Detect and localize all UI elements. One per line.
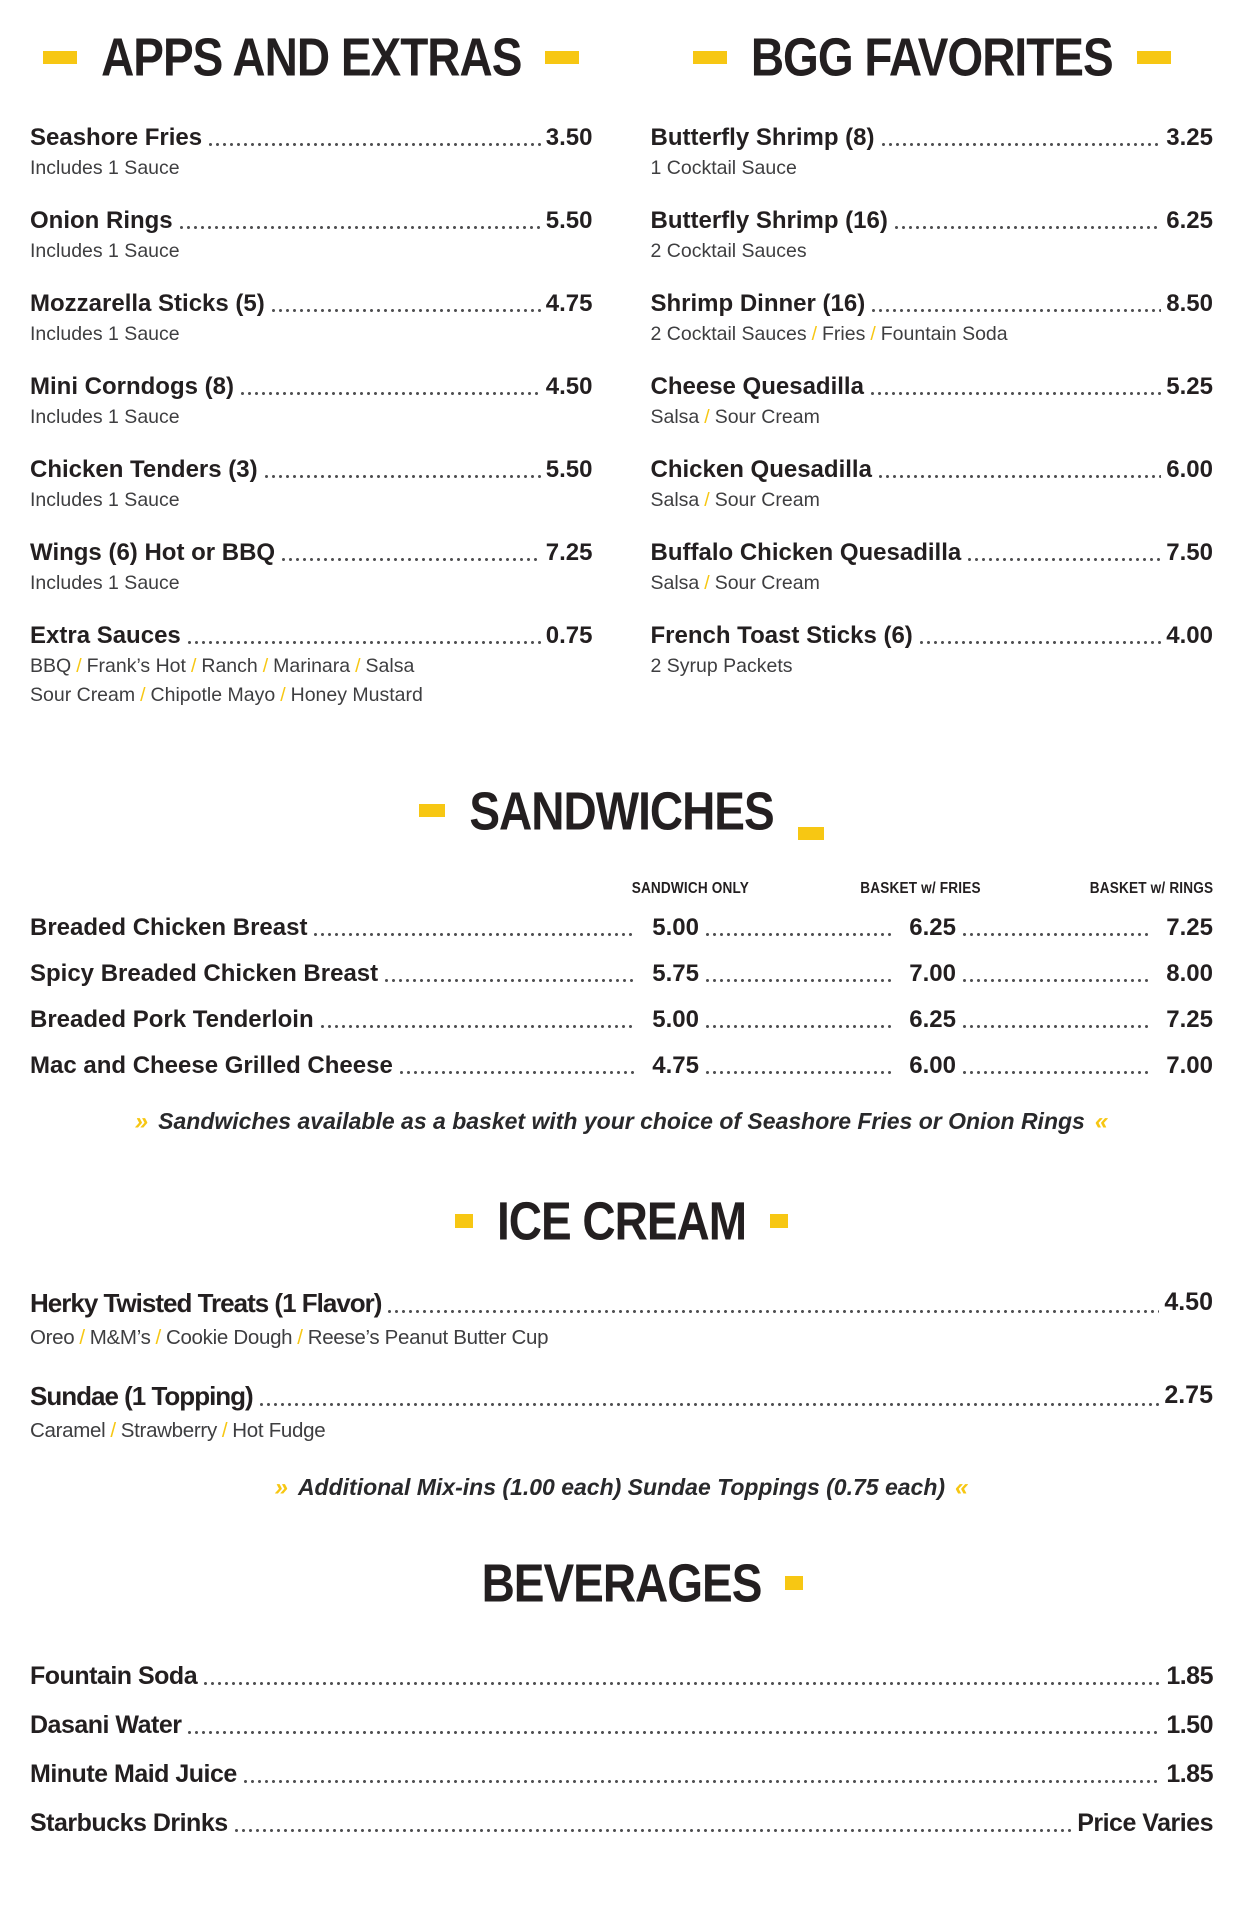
dotted-leader — [178, 226, 541, 229]
item-price: 4.50 — [1164, 1287, 1213, 1316]
sandwich-price: 7.00 — [1166, 1051, 1213, 1079]
sandwich-price: 6.00 — [909, 1051, 956, 1079]
ice-cream-note-text: Additional Mix-ins (1.00 each) Sundae Toppings (0.75 each) — [297, 1474, 946, 1501]
dotted-leader — [186, 641, 541, 644]
menu-item — [651, 622, 1214, 679]
description-text: Sour Cream — [30, 683, 136, 706]
item-name: Buffalo Chicken Quesadilla — [650, 538, 962, 566]
left-guillemet-icon: » — [274, 1474, 288, 1502]
sandwich-price: 8.00 — [1166, 959, 1213, 987]
beverage-row — [30, 1809, 1213, 1838]
item-description — [30, 322, 593, 347]
description-text: Salsa — [650, 405, 700, 428]
item-description — [30, 1418, 1213, 1444]
column-header-sandwich-only: SANDWICH ONLY — [631, 879, 749, 897]
description-text: Honey Mustard — [290, 683, 423, 706]
item-name: Wings (6) Hot or BBQ — [30, 538, 276, 566]
slash-separator: / — [870, 322, 876, 345]
item-name: Sundae (1 Topping) — [30, 1380, 253, 1411]
beverage-name: Minute Maid Juice — [30, 1760, 237, 1789]
description-text: Includes 1 Sauce — [30, 322, 180, 345]
dotted-leader — [961, 1071, 1148, 1074]
accent-dash-icon — [693, 51, 727, 64]
description-text: Salsa — [650, 488, 700, 511]
menu-item-row — [30, 373, 593, 401]
top-sections — [30, 26, 1213, 734]
ice-cream-header — [30, 1190, 1213, 1252]
apps-section — [30, 26, 593, 734]
menu-item — [651, 290, 1214, 347]
item-price: 4.50 — [545, 372, 593, 400]
item-name: Seashore Fries — [30, 124, 203, 151]
description-text: Salsa — [365, 654, 415, 677]
dotted-leader — [186, 1731, 1161, 1734]
slash-separator: / — [76, 654, 82, 677]
sandwich-price: 5.75 — [652, 959, 699, 987]
menu-item — [30, 539, 593, 596]
item-price: 3.50 — [545, 124, 593, 151]
sandwich-price: 5.00 — [652, 1005, 699, 1033]
slash-separator: / — [704, 571, 710, 594]
dotted-leader — [258, 1403, 1160, 1406]
dotted-leader — [202, 1682, 1161, 1685]
description-text: Ranch — [201, 654, 258, 677]
menu-item-row — [651, 207, 1214, 235]
sandwich-price: 7.25 — [1166, 913, 1213, 941]
beverage-rows — [30, 1662, 1213, 1838]
sandwich-name: Mac and Cheese Grilled Cheese — [30, 1051, 393, 1079]
description-text: Sour Cream — [714, 488, 820, 511]
item-price: 3.25 — [1166, 124, 1213, 151]
description-text: Salsa — [650, 571, 700, 594]
dotted-leader — [880, 143, 1162, 146]
accent-dash-icon — [798, 827, 824, 840]
dotted-leader — [918, 641, 1161, 644]
dotted-leader — [869, 392, 1161, 395]
dotted-leader — [242, 1780, 1162, 1783]
item-description — [651, 654, 1214, 679]
item-price: 4.00 — [1166, 621, 1213, 649]
menu-item-row — [651, 456, 1214, 484]
description-text: Includes 1 Sauce — [30, 405, 180, 428]
item-description — [651, 156, 1214, 181]
menu-item-row — [651, 539, 1214, 567]
menu-item-row — [651, 124, 1214, 152]
item-name: French Toast Sticks (6) — [650, 621, 913, 649]
beverage-row — [30, 1662, 1213, 1691]
dotted-leader — [704, 1071, 891, 1074]
section-title: SANDWICHES — [469, 780, 774, 841]
column-header-basket-rings: BASKET w/ RINGS — [1089, 879, 1213, 897]
description-text: Includes 1 Sauce — [30, 571, 180, 594]
accent-dash-icon — [770, 1214, 788, 1228]
item-description — [30, 488, 593, 513]
dotted-leader — [263, 475, 541, 478]
item-price: 5.25 — [1166, 372, 1213, 400]
sandwiches-section — [30, 780, 1213, 1136]
menu-item — [30, 290, 593, 347]
sandwich-name: Breaded Chicken Breast — [30, 913, 308, 941]
item-price: 5.50 — [545, 206, 593, 234]
bgg-item-list — [651, 124, 1214, 679]
dotted-leader — [383, 979, 634, 982]
menu-item-row — [30, 1381, 1213, 1412]
menu-item — [651, 124, 1214, 181]
item-name: Butterfly Shrimp (16) — [650, 206, 888, 234]
item-name: Herky Twisted Treats (1 Flavor) — [30, 1287, 382, 1318]
menu-item — [651, 373, 1214, 430]
description-text: Fries — [822, 322, 866, 345]
beverage-name: Starbucks Drinks — [30, 1809, 228, 1838]
slash-separator: / — [297, 1325, 303, 1349]
sandwich-row — [30, 1006, 1213, 1034]
slash-separator: / — [155, 1325, 161, 1349]
dotted-leader — [893, 226, 1161, 229]
slash-separator: / — [280, 683, 286, 706]
beverage-name: Fountain Soda — [30, 1662, 198, 1691]
slash-separator: / — [79, 1325, 85, 1349]
dotted-leader — [207, 143, 541, 146]
description-text: Reese’s Peanut Butter Cup — [307, 1325, 549, 1349]
description-text: Chipotle Mayo — [150, 683, 276, 706]
item-description — [651, 322, 1214, 347]
item-description — [30, 654, 593, 679]
right-guillemet-icon: « — [955, 1474, 969, 1502]
slash-separator: / — [190, 654, 197, 677]
accent-dash-icon — [545, 51, 579, 64]
item-description — [651, 405, 1214, 430]
sandwich-row — [30, 914, 1213, 942]
dotted-leader — [704, 1025, 891, 1028]
sandwich-name: Breaded Pork Tenderloin — [30, 1005, 314, 1033]
accent-dash-icon — [455, 1214, 473, 1228]
description-text: 2 Cocktail Sauces — [650, 322, 807, 345]
menu-item — [30, 1288, 1213, 1351]
menu-item-row — [651, 290, 1214, 318]
sandwich-price: 7.00 — [909, 959, 956, 987]
menu-item-row — [30, 456, 593, 484]
item-name: Extra Sauces — [30, 621, 181, 649]
dotted-leader — [961, 1025, 1148, 1028]
dotted-leader — [966, 558, 1161, 561]
item-name: Cheese Quesadilla — [650, 372, 864, 400]
item-name: Chicken Quesadilla — [650, 455, 872, 483]
menu-item-row — [651, 622, 1214, 650]
dotted-leader — [870, 309, 1161, 312]
dotted-leader — [398, 1071, 634, 1074]
accent-dash-icon — [419, 804, 445, 817]
item-description — [30, 156, 593, 181]
ice-cream-item-list — [30, 1288, 1213, 1444]
item-price: 5.50 — [545, 455, 593, 483]
description-text: Caramel — [30, 1418, 106, 1442]
left-guillemet-icon: » — [134, 1107, 149, 1135]
dotted-leader — [704, 933, 891, 936]
section-title: BEVERAGES — [481, 1552, 762, 1614]
sandwich-note — [30, 1108, 1213, 1136]
menu-item — [30, 1381, 1213, 1444]
accent-dash-icon — [43, 51, 77, 64]
menu-item — [30, 456, 593, 513]
item-description — [30, 683, 593, 708]
menu-item — [30, 124, 593, 181]
item-description — [30, 571, 593, 596]
description-text: Strawberry — [120, 1418, 217, 1442]
sandwich-price: 6.25 — [909, 913, 956, 941]
item-price: 6.25 — [1166, 206, 1213, 234]
right-guillemet-icon: « — [1094, 1107, 1109, 1135]
sandwich-price: 7.25 — [1166, 1005, 1213, 1033]
item-description — [30, 1325, 1213, 1351]
dotted-leader — [877, 475, 1161, 478]
ice-cream-section — [30, 1190, 1213, 1502]
slash-separator: / — [110, 1418, 116, 1442]
apps-item-list — [30, 124, 593, 708]
menu-item — [30, 207, 593, 264]
sandwich-note-text: Sandwiches available as a basket with your choice of Seashore Fries or Onion Rings — [158, 1107, 1085, 1134]
sandwich-price: 5.00 — [652, 913, 699, 941]
ice-cream-note — [30, 1474, 1213, 1502]
item-price: 8.50 — [1166, 289, 1213, 317]
sandwich-price: 4.75 — [652, 1051, 699, 1079]
item-price: 7.25 — [545, 538, 593, 566]
dotted-leader — [961, 933, 1148, 936]
menu-item-row — [30, 124, 593, 152]
item-name: Shrimp Dinner (16) — [650, 289, 866, 317]
menu-item — [30, 622, 593, 708]
description-text: Includes 1 Sauce — [30, 488, 180, 511]
bgg-header — [651, 26, 1214, 88]
description-text: Includes 1 Sauce — [30, 157, 180, 179]
item-name: Onion Rings — [30, 206, 173, 234]
dotted-leader — [280, 558, 541, 561]
beverage-price: 1.85 — [1166, 1760, 1213, 1789]
item-name: Mini Corndogs (8) — [30, 372, 234, 400]
menu-item-row — [30, 1288, 1213, 1319]
description-text: Includes 1 Sauce — [30, 239, 180, 262]
description-text: Sour Cream — [714, 405, 820, 428]
item-price: 0.75 — [545, 621, 593, 649]
dotted-leader — [386, 1310, 1159, 1313]
slash-separator: / — [140, 683, 146, 706]
description-text: Frank’s Hot — [86, 654, 186, 677]
beverage-price: Price Varies — [1077, 1809, 1213, 1838]
menu-item-row — [30, 539, 593, 567]
description-text: Oreo — [30, 1325, 75, 1349]
beverage-row — [30, 1760, 1213, 1789]
description-text: 2 Syrup Packets — [650, 654, 793, 677]
menu-item — [651, 539, 1214, 596]
sandwich-column-headers — [30, 876, 1213, 898]
sandwich-row — [30, 1052, 1213, 1080]
description-text: Fountain Soda — [880, 322, 1008, 345]
dotted-leader — [319, 1025, 634, 1028]
description-text: M&M’s — [89, 1325, 151, 1349]
slash-separator: / — [355, 654, 361, 677]
menu-item — [30, 373, 593, 430]
description-text: Marinara — [273, 654, 351, 677]
item-description — [30, 405, 593, 430]
item-description — [651, 239, 1214, 264]
description-text: Cookie Dough — [165, 1325, 293, 1349]
item-description — [651, 571, 1214, 596]
item-price: 7.50 — [1166, 538, 1213, 566]
item-name: Butterfly Shrimp (8) — [650, 124, 875, 151]
section-title: BGG FAVORITES — [750, 26, 1113, 88]
beverage-name: Dasani Water — [30, 1711, 182, 1740]
beverages-section — [30, 1552, 1213, 1838]
sandwich-rows — [30, 914, 1213, 1080]
apps-header — [30, 26, 593, 88]
sandwich-name: Spicy Breaded Chicken Breast — [30, 959, 379, 987]
slash-separator: / — [704, 405, 710, 428]
beverages-header — [30, 1552, 1213, 1614]
slash-separator: / — [704, 488, 710, 511]
slash-separator: / — [262, 654, 269, 677]
menu-item — [651, 456, 1214, 513]
column-header-basket-fries: BASKET w/ FRIES — [860, 879, 981, 897]
beverage-price: 1.50 — [1166, 1711, 1213, 1740]
dotted-leader — [233, 1829, 1073, 1832]
accent-dash-icon — [1137, 51, 1171, 64]
section-title: ICE CREAM — [496, 1190, 747, 1251]
sandwiches-header — [30, 780, 1213, 842]
description-text: 1 Cocktail Sauce — [650, 157, 797, 179]
dotted-leader — [270, 309, 541, 312]
bgg-section — [651, 26, 1214, 734]
beverage-price: 1.85 — [1166, 1662, 1213, 1691]
sandwich-row — [30, 960, 1213, 988]
beverage-row — [30, 1711, 1213, 1740]
description-text: 2 Cocktail Sauces — [650, 239, 807, 262]
menu-item-row — [30, 207, 593, 235]
section-title: APPS AND EXTRAS — [101, 26, 522, 88]
description-text: Hot Fudge — [232, 1418, 326, 1442]
item-name: Mozzarella Sticks (5) — [30, 289, 265, 317]
sandwich-price: 6.25 — [909, 1005, 956, 1033]
dotted-leader — [961, 979, 1148, 982]
description-text: BBQ — [30, 654, 72, 677]
item-description — [30, 239, 593, 264]
accent-dash-icon — [785, 1576, 803, 1590]
dotted-leader — [239, 392, 541, 395]
item-price: 6.00 — [1166, 455, 1213, 483]
dotted-leader — [704, 979, 891, 982]
item-price: 2.75 — [1164, 1380, 1213, 1409]
item-name: Chicken Tenders (3) — [30, 455, 258, 483]
menu-item-row — [30, 290, 593, 318]
dotted-leader — [312, 933, 634, 936]
item-price: 4.75 — [545, 289, 593, 317]
description-text: Sour Cream — [714, 571, 820, 594]
item-description — [651, 488, 1214, 513]
menu-item — [651, 207, 1214, 264]
slash-separator: / — [221, 1418, 228, 1442]
menu-item-row — [30, 622, 593, 650]
menu-item-row — [651, 373, 1214, 401]
slash-separator: / — [811, 322, 817, 345]
